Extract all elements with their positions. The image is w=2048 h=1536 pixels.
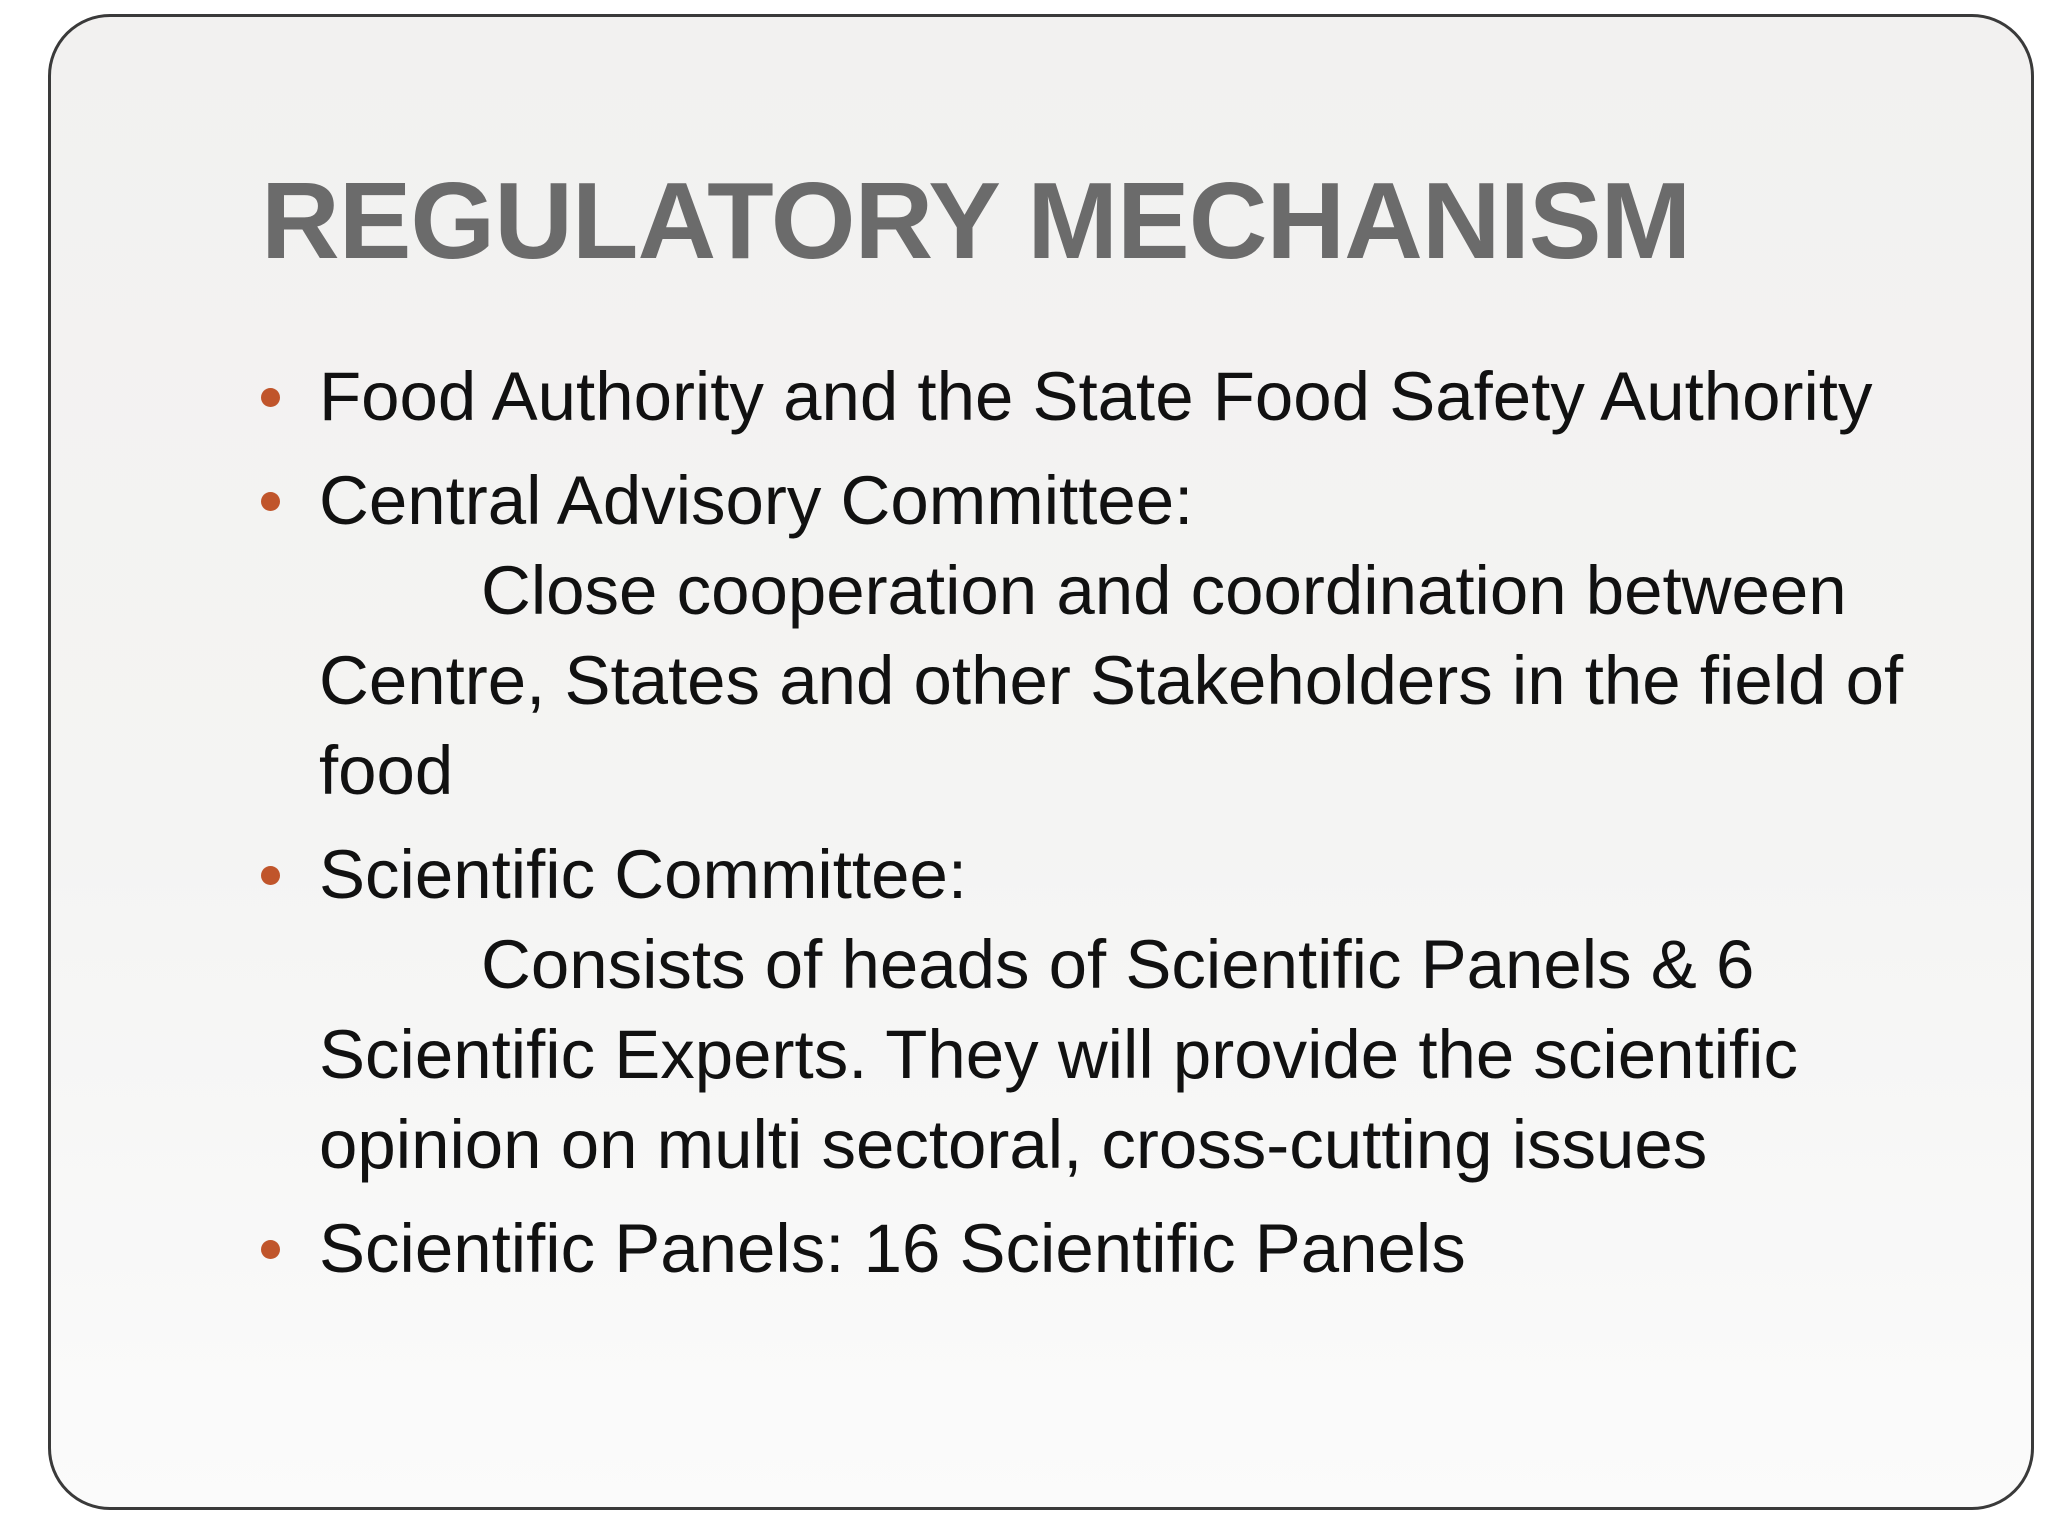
bullet-item-central-advisory-committee bbox=[261, 456, 1981, 816]
bullet-detail bbox=[319, 546, 1981, 816]
bullet-detail-text: Close cooperation and coordination between Centre, States and other Stakeholders in the field of food bbox=[319, 552, 1904, 809]
bullet-dot-icon bbox=[261, 388, 280, 407]
bullet-detail bbox=[319, 920, 1981, 1190]
bullet-item-scientific-panels bbox=[261, 1204, 1981, 1294]
slide bbox=[48, 14, 2034, 1510]
bullet-dot-icon bbox=[261, 866, 280, 885]
bullet-dot-icon bbox=[261, 492, 280, 511]
bullet-text: Scientific Committee: bbox=[319, 836, 968, 913]
bullet-text: Scientific Panels: 16 Scientific Panels bbox=[319, 1210, 1466, 1287]
bullet-item-food-authority bbox=[261, 352, 1981, 442]
bullet-text: Central Advisory Committee: bbox=[319, 462, 1194, 539]
bullet-dot-icon bbox=[261, 1240, 280, 1259]
bullet-list bbox=[261, 352, 1981, 1308]
bullet-text: Food Authority and the State Food Safety Authority bbox=[319, 358, 1873, 435]
bullet-item-scientific-committee bbox=[261, 830, 1981, 1190]
slide-title: REGULATORY MECHANISM bbox=[261, 160, 1691, 282]
bullet-detail-text: Consists of heads of Scientific Panels & 6 Scientific Experts. They will provide the scientific opinion on multi sectoral, cross-cutting issues bbox=[319, 926, 1798, 1183]
